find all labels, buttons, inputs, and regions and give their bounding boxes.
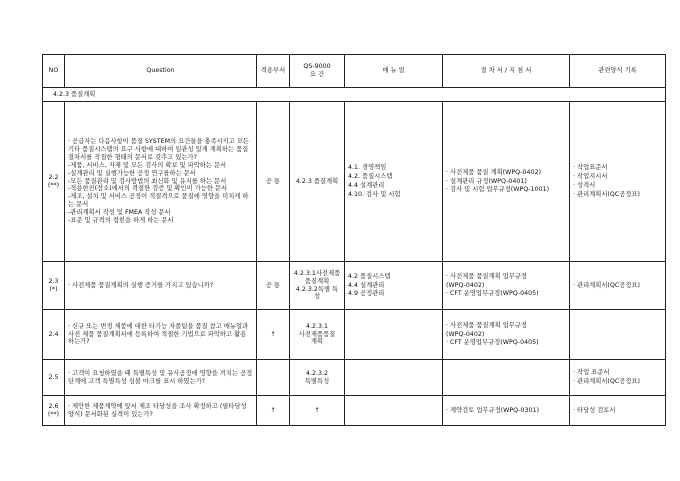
procedure-cell [443,396,570,426]
procedure-reference: (WPQ-0402) [446,281,485,289]
qs-requirement-cell [290,310,345,360]
procedure-reference: · 검사 및 시험 업무규정(WPQ-1001) [446,186,550,194]
record-reference: · 관리계획서(QC공정표) [573,190,640,198]
qs-requirement-line: 4.2.3.2 [305,369,329,377]
row-number: (**) [47,410,60,418]
qs-requirement-line: 특별특성 [304,377,330,385]
procedure-reference: · 사전제품 품질계획 업무규정 [446,321,527,329]
records-cell [570,102,666,262]
manual-cell [345,396,443,426]
record-reference: · 작업표준서 [573,164,608,172]
table-row [43,102,666,262]
row-no-cell [43,396,65,426]
qs-requirement-cell [290,396,345,426]
record-reference: · 작업지시서 [573,173,608,181]
manual-cell [345,310,443,360]
question-cell [65,396,257,426]
manual-cell [345,102,443,262]
row-no-cell [43,102,65,262]
header-no: NO [43,55,65,88]
records-cell [570,396,666,426]
manual-reference: 4.2. 품질시스템 [348,173,393,181]
record-reference: · 관리계획서(QC공정표) [573,281,640,289]
qs-requirement-cell [290,360,345,396]
qs-requirement-line: 4.2.3.1 [305,322,329,330]
question-cell [65,360,257,396]
qs-requirement-cell [290,262,345,310]
question-line: -적용한진(장소)에서의 격절한 검증 및 확인이 가능한 문서 [68,185,228,193]
manual-reference: 4.9 공정관리 [348,290,385,298]
header-row [43,55,666,88]
header-procedure: 절 차 서 / 지 침 서 [443,55,570,88]
manual-cell [345,360,443,396]
row-number: 2.3 [48,277,59,285]
manual-reference: 4.2 품질시스템 [348,272,391,280]
record-reference: · 작업 표준서 [573,369,610,377]
row-number: 2.5 [48,373,59,381]
procedure-reference: (WPQ-0402) [446,330,485,338]
procedure-reference: · CFT 운영업무규정(WPQ-0405) [446,339,539,347]
header-qs-line1: QS-9000 [303,63,331,71]
question-line: -관리계획서 작성 및 FMEA 작성 문서 [68,209,171,216]
records-cell [570,360,666,396]
checklist-page [42,54,665,426]
record-reference: · 관리계획서(QC공정표) [573,378,640,385]
procedure-cell [443,262,570,310]
question-cell [65,102,257,262]
row-no-cell [43,360,65,396]
procedure-cell [443,102,570,262]
qs-requirement-line: 사전제품품질 [298,330,336,338]
dept-cell: 공 통 [257,262,290,310]
question-line: · 사전제품 품질계획의 실행 증거를 가지고 있습니까? [68,281,214,289]
manual-reference: 4.1. 경영책임 [348,164,387,172]
record-reference: · 타당성 검토서 [573,406,616,414]
row-no-cell [43,262,65,310]
records-cell [570,310,666,360]
qs-requirement-line: 4.2.3 품질계획 [295,177,339,185]
dept-cell [257,360,290,396]
procedure-cell [443,360,570,396]
table-row [43,360,666,396]
records-cell [570,262,666,310]
procedure-reference: · 설계관리 규정(WPQ-0401) [446,177,527,185]
dept-cell: 공 통 [257,102,290,262]
header-question: Question [65,55,257,88]
procedure-cell [443,310,570,360]
manual-reference: 4.4 설계관리 [348,182,385,189]
question-line: · 신규 또는 변경 제품에 대한 타기능 자플팀을 품질 참고 매뉴얼과 사전 제품 품질계획서에 등록하여 적절한 기법으로 파악하고 활용 하는가? [68,322,249,346]
dept-cell: ↑ [257,396,290,426]
header-dept: 격용부서 [257,55,290,88]
question-line: -제품, 서비스, 자재 및 모든 검사의 확보 및 파악하는 문서 [68,161,227,169]
record-reference: · 성격서 [573,182,596,189]
section-title: 4.2.3 품질계획 [43,88,666,102]
qs9000-checklist-table [42,54,666,426]
header-manual: 매 뉴 얼 [345,55,443,88]
question-line: · 공급자는 다음사항이 품질 SYSTEM의 요건들을 충족시키고 모든 기타 품질시스템의 요구 사항에 대하여 일관성 있게 계획하는 품질 결차서를 작절한 형태의 문서로 갖추고 있는가? [68,138,250,161]
question-line: -표준 및 규격의 접힌을 하게 하는 문서 [68,216,174,224]
question-cell [65,310,257,360]
header-records: 관련양식 기록 [570,55,666,88]
question-cell [65,262,257,310]
row-number: 2.6 [48,402,59,410]
question-line: -제조, 설치 및 서비스 공정이 적절격으로 품질에 영향을 미치게 하는 문서 [68,193,249,209]
procedure-reference: · 계약검토 업무규정(WPQ-0301) [446,406,540,414]
row-number: (*) [49,285,58,293]
row-no-cell [43,310,65,360]
question-line: · 제안한 제품계약에 앞서 제조 타당성을 조사 확정하고 (필타당성 양식) 문서화된 실격이 있는가? [68,402,247,418]
qs-requirement-line: 계획 [310,338,324,346]
table-row [43,310,666,360]
row-number: 2.2 [48,173,59,181]
dept-cell: ↑ [257,310,290,360]
manual-reference: 4.4 설계관리 [348,281,385,289]
table-row [43,262,666,310]
manual-reference: 4.10. 검사 및 시험 [348,190,401,198]
qs-requirement-line: 4.2.3.1사전제품 품질계획 [293,269,341,285]
row-number: 2.4 [48,330,59,338]
qs-requirement-line: 4.2.3.2특별 특성 [295,285,339,301]
table-row [43,396,666,426]
row-number: (**) [47,181,60,189]
question-line: -설계관리 및 실행가능한 공정 연구를하는 문서 [68,169,196,177]
procedure-reference: · CFT 운영업무규정(WPQ-0405) [446,290,539,298]
section-row [43,88,666,102]
question-line: -모든 품질관리 및 검사방법의 최신화 및 유지를 하는 문서 [68,177,227,185]
qs-requirement-line: ↑ [314,406,320,414]
header-qs9000 [290,55,345,88]
manual-cell [345,262,443,310]
procedure-reference: · 사전제품 품질 계획(WPQ-0402) [446,168,542,176]
qs-requirement-cell [290,102,345,262]
procedure-reference: · 사전제품 품질계획 업무규정 [446,272,527,280]
question-line: · 고객이 요청하였을 때 특별특성 및 유사공정에 영향을 끼치는 공정단계에 고객 특별특성 심볼 마크를 표시 하였는가? [68,369,253,385]
header-qs-line2: 요 건 [309,71,325,78]
